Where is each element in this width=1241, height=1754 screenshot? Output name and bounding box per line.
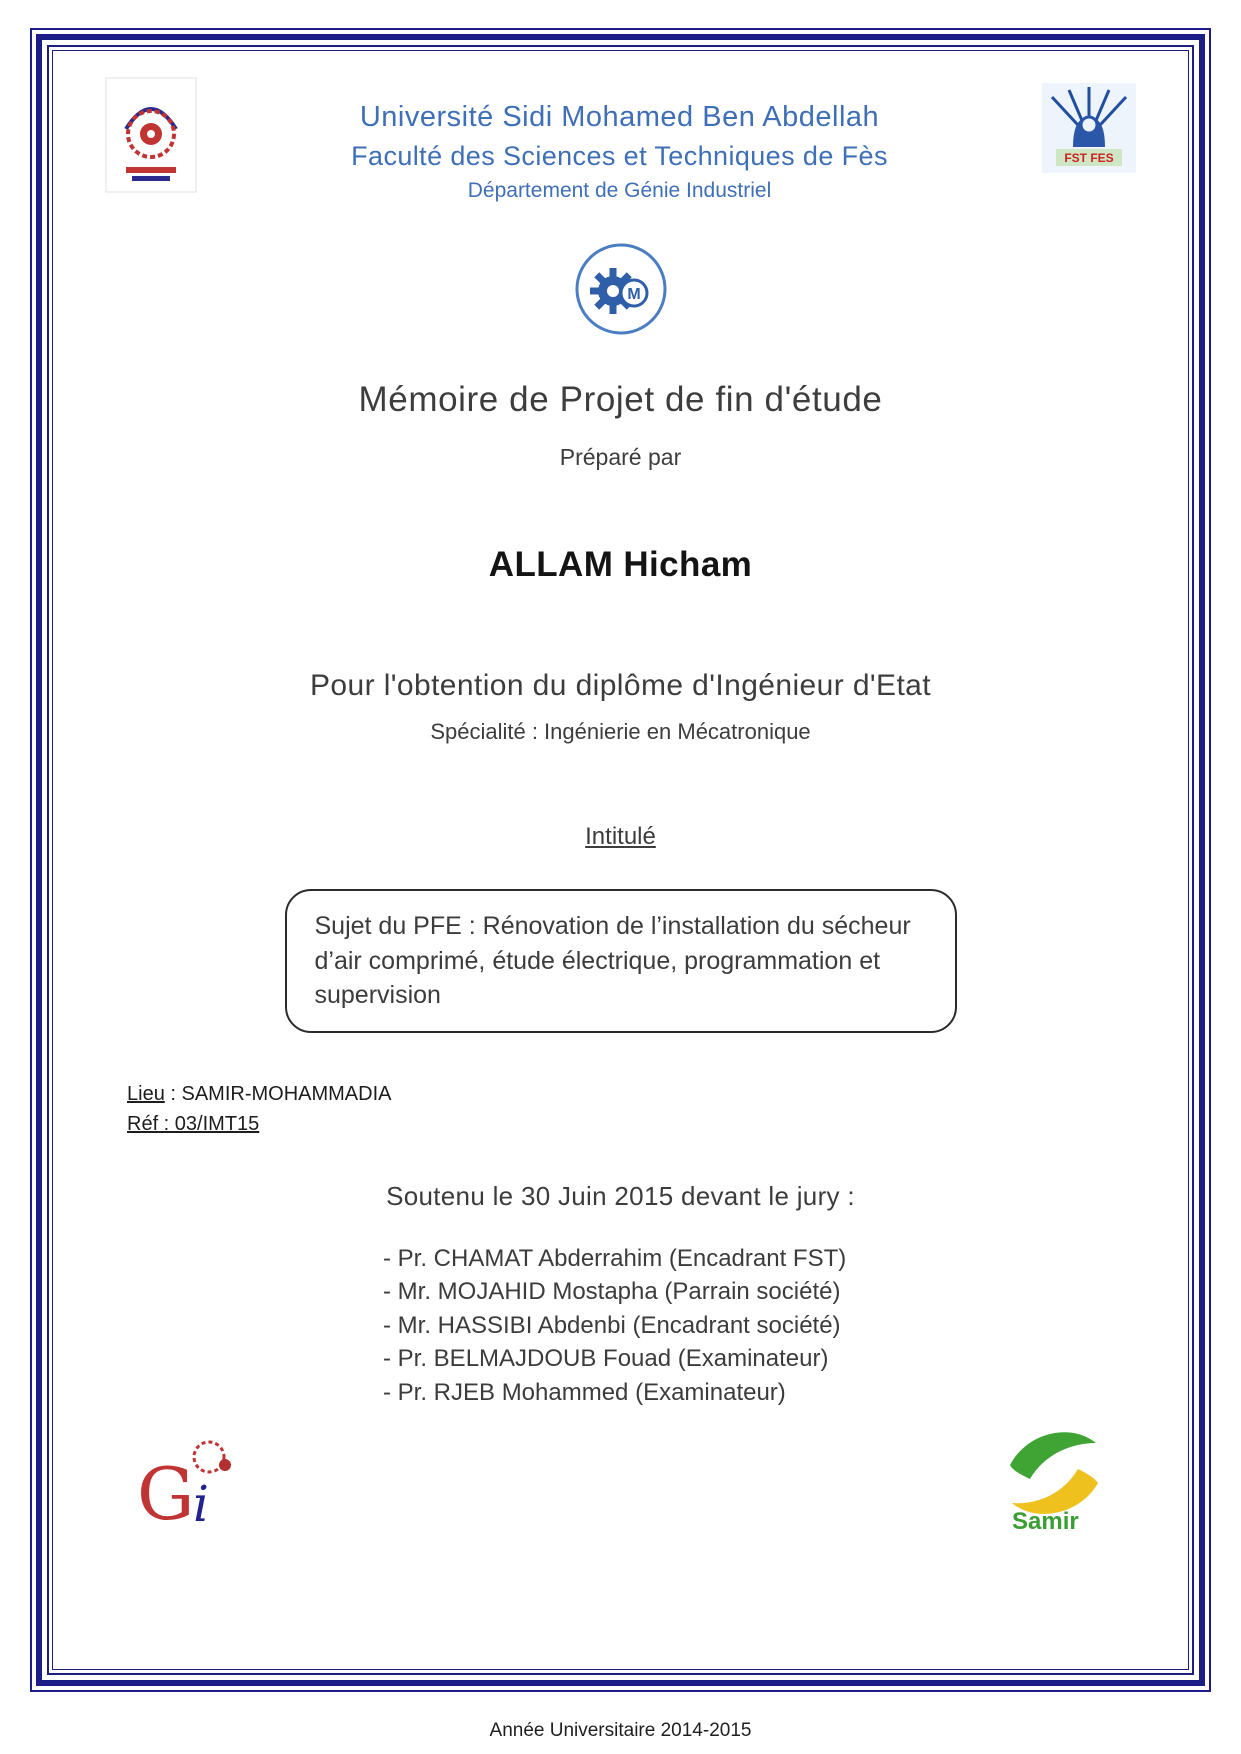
intitule-heading [53,823,1188,851]
university-name: Université Sidi Mohamed Ben Abdellah [359,101,880,133]
ref-line [127,1109,1188,1139]
jury-list [383,1242,1188,1410]
subject-box [285,889,957,1033]
page-border-thick [36,34,1205,1686]
mecatronique-gear-logo [573,241,669,337]
header [53,51,1188,203]
prepared-by-label: Préparé par [559,444,682,470]
lieu-value: : SAMIR-MOHAMMADIA [164,1082,392,1105]
usmba-university-logo [105,77,197,193]
jury-item: - Pr. CHAMAT Abderrahim (Encadrant FST) [383,1244,847,1272]
fst-fes-logo [1042,83,1136,173]
degree-line: Pour l'obtention du diplôme d'Ingénieur d'Etat [310,669,931,702]
intitule-label: Intitulé [585,823,656,850]
cover-page [52,50,1189,1670]
jury-item: - Pr. RJEB Mohammed (Examinateur) [383,1378,786,1406]
document-type-title: Mémoire de Projet de fin d'étude [358,380,883,419]
jury-item: - Mr. HASSIBI Abdenbi (Encadrant société) [383,1311,841,1339]
gi-letter-g: G [137,1452,195,1536]
faculty-name: Faculté des Sciences et Techniques de Fès [351,141,888,171]
location-reference-block [127,1079,1188,1139]
fst-fes-caption: FST FES [1064,151,1114,165]
footer-academic-year: Année Universitaire 2014-2015 [489,1720,752,1741]
bottom-logos-row [53,1409,1188,1535]
mecatronique-logo-wrap [53,241,1188,342]
jury-item: - Pr. BELMAJDOUB Fouad (Examinateur) [383,1345,829,1373]
page-border-mid [47,45,1194,1675]
gi-department-logo [131,1433,239,1535]
institution-block [197,77,1042,203]
samir-caption: Samir [1012,1508,1079,1536]
mecatronique-letter: M [626,286,641,303]
author-name: ALLAM Hicham [488,545,753,584]
speciality-line: Spécialité : Ingénierie en Mécatronique [430,719,811,744]
lieu-line [127,1079,1188,1109]
jury-item: - Mr. MOJAHID Mostapha (Parrain société) [383,1278,841,1306]
samir-company-logo [998,1419,1110,1535]
subject-text: Sujet du PFE : Rénovation de l’installation du sécheur d’air comprimé, étude électrique, programmation et supervision [314,912,911,1009]
page-border-outer [30,28,1211,1692]
defense-line: Soutenu le 30 Juin 2015 devant le jury : [386,1180,855,1211]
gi-letter-i: i [193,1475,209,1534]
ref-value: Réf : 03/IMT15 [127,1112,260,1135]
department-name: Département de Génie Industriel [467,179,772,202]
lieu-label: Lieu [127,1082,165,1105]
